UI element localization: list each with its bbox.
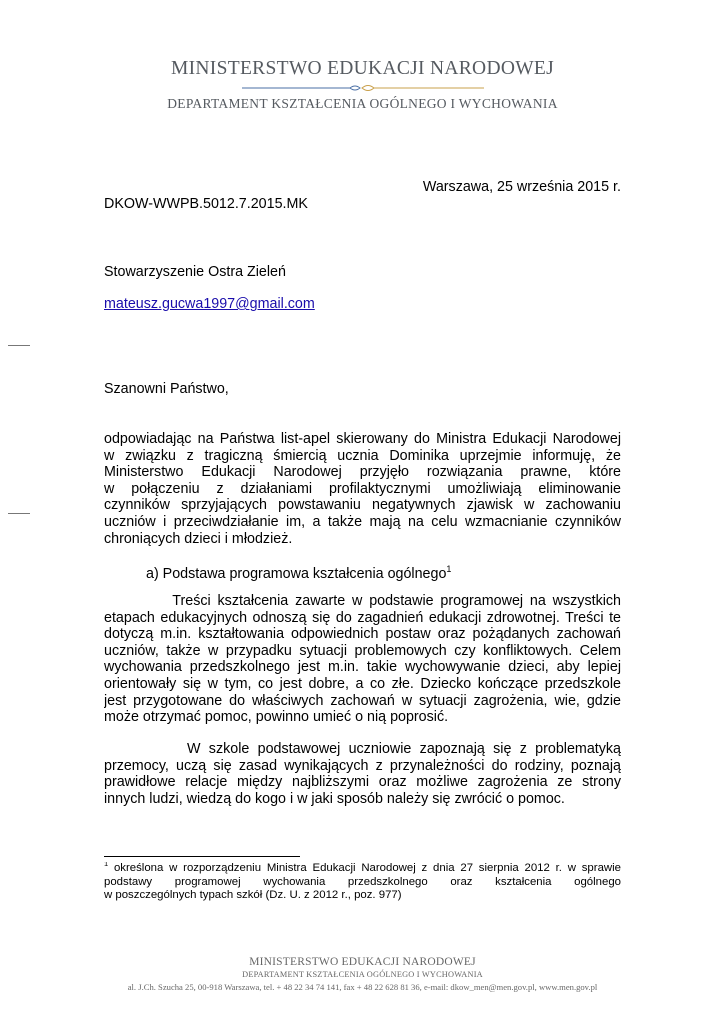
- letterhead-ministry: MINISTERSTWO EDUKACJI NARODOWEJ: [170, 58, 555, 79]
- paragraph-line: prawidłowe relacje między najbliższymi oraz możliwe zagrożenia ze strony: [104, 774, 621, 791]
- section-heading-label: a) Podstawa programowa kształcenia ogólnego: [146, 566, 447, 582]
- reference-number: DKOW-WWPB.5012.7.2015.MK: [104, 196, 308, 212]
- paragraph-line: wychowania przedszkolnego jest m.in. takie wychowywanie dzieci, aby lepiej: [104, 659, 621, 676]
- paragraph-line: odpowiadając na Państwa list-apel skierowany do Ministra Edukacji Narodowej: [104, 431, 621, 447]
- paragraph-line: uczniów i przeciwdziałanie im, a także mają na celu wzmacnianie czynników: [104, 513, 621, 530]
- paragraph-line: chroniących dzieci i młodzież.: [104, 530, 293, 547]
- paragraph-line: Ministerstwo Edukacji Narodowej przyjęło rozwiązania prawne, które: [104, 464, 621, 481]
- paragraph-line: czynników sprzyjających powstawaniu negatywnych zjawisk w zachowaniu: [104, 497, 621, 514]
- paragraph-line: może otrzymać pomoc, powinno umieć o nią poprosić.: [104, 709, 449, 726]
- paragraph-line: przemocy, uczą się zasad wynikających z przynależności do rodziny, poznają: [104, 757, 621, 774]
- footnote: [104, 862, 621, 903]
- place-date: Warszawa, 25 września 2015 r.: [422, 179, 621, 195]
- footnote-reference[interactable]: 1: [446, 564, 452, 575]
- paragraph-intro: [104, 431, 621, 547]
- email-link[interactable]: mateusz.gucwa1997@gmail.com: [104, 296, 315, 312]
- footnote-line: [104, 862, 621, 876]
- fold-mark: [8, 345, 30, 346]
- paragraph-line: w połączeniu z działaniami profilaktycznymi umożliwiają eliminowanie: [104, 480, 621, 497]
- section-heading-a: [146, 566, 451, 583]
- footnote-line: w poszczególnych typach szkół (Dz. U. z 2012 r., poz. 977): [104, 889, 402, 902]
- paragraph-primary-school: [104, 741, 621, 807]
- fold-mark: [8, 513, 30, 514]
- footer-address: al. J.Ch. Szucha 25, 00-918 Warszawa, tel. + 48 22 34 74 141, fax + 48 22 628 81 36, e-mail: dkow_men@men.gov.pl, www.men.gov.pl: [127, 982, 598, 992]
- paragraph-curriculum: [104, 593, 621, 726]
- footnote-text: określona w rozporządzeniu Ministra Edukacji Narodowej z dnia 27 sierpnia 2012 r. w sprawie: [108, 862, 621, 874]
- paragraph-line: jest przygotowane do właściwych zachowań w sytuacji zagrożenia, wie, gdzie: [104, 692, 621, 709]
- paragraph-line: uczniów, także w przypadku sytuacji problemowych czy konfliktowych. Celem: [104, 642, 621, 659]
- letterhead-department: DEPARTAMENT KSZTAŁCENIA OGÓLNEGO I WYCHOWANIA: [167, 96, 558, 111]
- addressee: Stowarzyszenie Ostra Zieleń: [104, 264, 286, 280]
- paragraph-line: dotyczą m.in. kształtowania odpowiednich postaw oraz pożądanych zachowań: [104, 626, 621, 643]
- paragraph-line: innych ludzi, wiedzą do kogo i w jaki sposób należy się zwrócić o pomoc.: [104, 790, 565, 807]
- paragraph-line: etapach edukacyjnych odnoszą się do zagadnień edukacji zdrowotnej. Treści te: [104, 609, 621, 626]
- footer-department: DEPARTAMENT KSZTAŁCENIA OGÓLNEGO I WYCHOWANIA: [242, 970, 483, 979]
- greeting: Szanowni Państwo,: [104, 381, 229, 397]
- footnote-separator: [104, 856, 300, 857]
- paragraph-line: w związku z tragiczną śmiercią ucznia Dominika uprzejmie informuję, że: [104, 447, 621, 464]
- footer-ministry: MINISTERSTWO EDUKACJI NARODOWEJ: [249, 956, 476, 968]
- paragraph-line: orientowały się w tym, co jest dobre, a co złe. Dziecko kończące przedszkole: [104, 675, 621, 692]
- paragraph-line: Treści kształcenia zawarte w podstawie programowej na wszystkich: [104, 593, 621, 609]
- footnote-number: 1: [104, 862, 109, 869]
- footnote-line: podstawy programowej wychowania przedszkolnego oraz kształcenia ogólnego: [104, 875, 621, 888]
- letterhead-ornament-icon: [242, 83, 484, 93]
- paragraph-line: W szkole podstawowej uczniowie zapoznają się z problematyką: [104, 741, 621, 757]
